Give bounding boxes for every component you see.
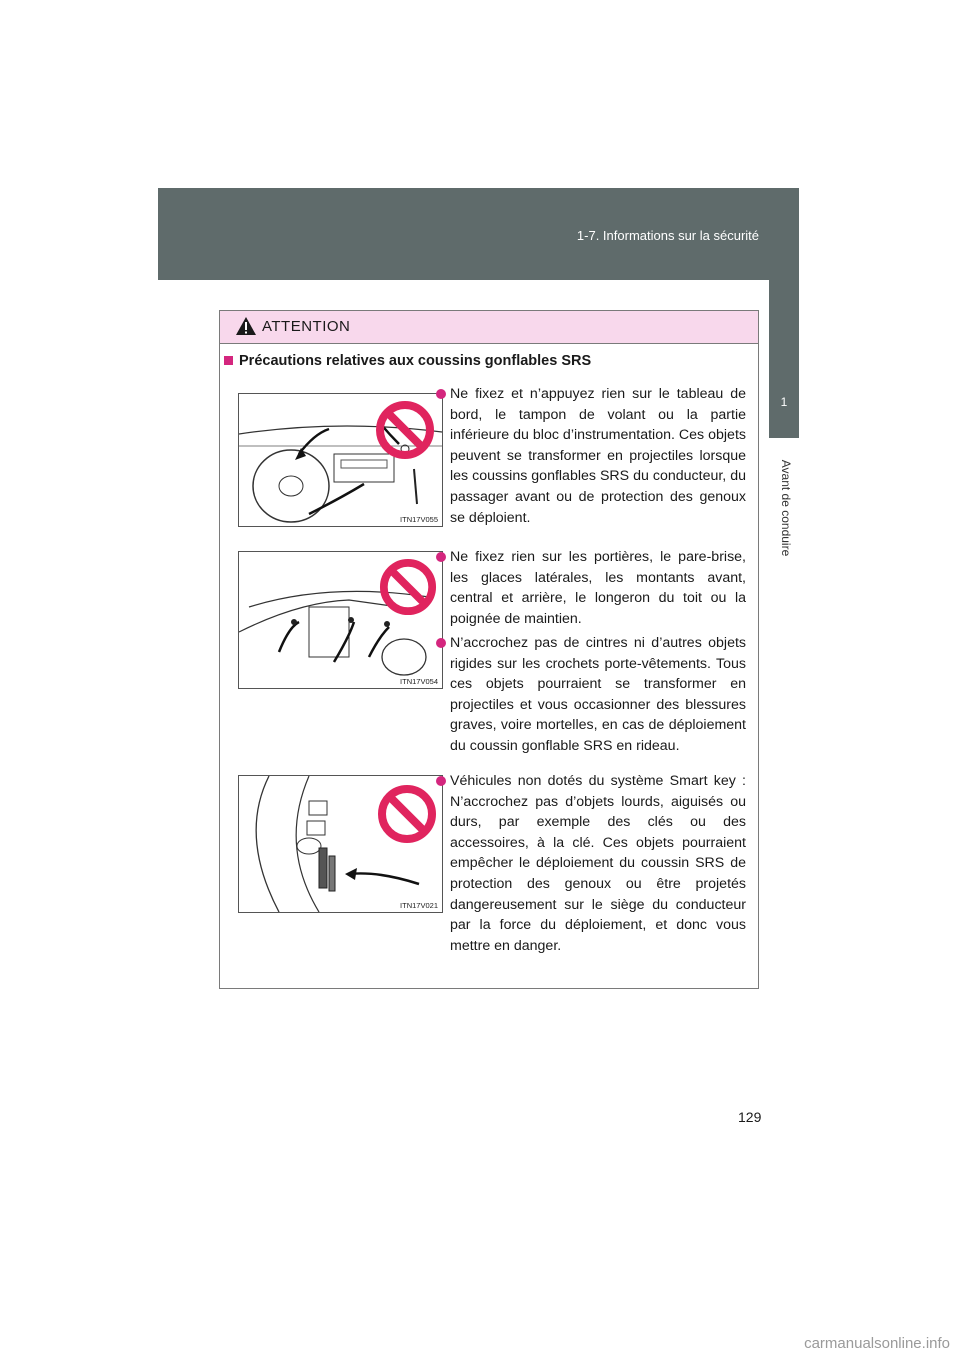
chapter-number: 1 [780,395,788,409]
warning-title-bar [220,311,758,344]
prohibition-icon [377,784,437,844]
list-item-text: N’accrochez pas de cintres ni d’autres objets rigides sur les crochets porte-vêtements. Tous ces objets pourraient se transformer en projectiles et vous occasionner des blessures graves, voire mortelles, en cas de déploiement du coussin gonflable SRS en rideau. [450,635,746,754]
list-item [450,771,746,956]
prohibition-icon [375,400,435,460]
bullet-icon [436,638,446,648]
illustration-dashboard [238,393,443,527]
square-bullet-icon [224,356,233,365]
chapter-tab [769,280,799,438]
list-item [450,547,746,629]
section-heading [224,353,591,369]
bullet-icon [436,389,446,399]
footer-watermark: carmanualsonline.info [804,1335,950,1352]
header-band [158,188,799,280]
chapter-label-text: Avant de conduire [779,459,793,557]
bullet-icon [436,552,446,562]
section-title: 1-7. Informations sur la sécurité [576,228,759,243]
bullet-icon [436,776,446,786]
illustration-interior [238,551,443,689]
chapter-label [776,448,796,568]
prohibition-icon [379,558,437,616]
list-item [450,384,746,528]
illustration-key [238,775,443,913]
illustration-code: ITN17V054 [400,677,438,686]
page-number: 129 [738,1109,762,1125]
warning-box [219,310,759,989]
illustration-code: ITN17V055 [400,515,438,524]
list-item [450,633,746,757]
warning-title: ATTENTION [262,318,351,335]
warning-triangle-icon [235,316,257,336]
list-item-text: Véhicules non dotés du système Smart key : N’accrochez pas d’objets lourds, aiguisés ou durs, par exemple des clés ou des accessoires, à la clé. Ces objets pourraient empêcher le déploiement du coussin SRS de protection des genoux ou être projetés dangereusement sur le siège du conducteur par la force du déploiement, et donc vous mettre en danger. [450,773,746,954]
section-heading-text: Précautions relatives aux coussins gonflables SRS [239,353,592,369]
list-item-text: Ne fixez rien sur les portières, le pare-brise, les glaces latérales, les montants avant, central et arrière, le longeron du toit ou la poignée de maintien. [450,549,746,627]
illustration-code: ITN17V021 [400,901,438,910]
list-item-text: Ne fixez et n’appuyez rien sur le tableau de bord, le tampon de volant ou la partie inférieure du bloc d’instrumentation. Ces objets peuvent se transformer en projectiles lorsque les coussins gonflables SRS du conducteur, du passager avant ou de protection des genoux se déploient. [450,386,746,526]
